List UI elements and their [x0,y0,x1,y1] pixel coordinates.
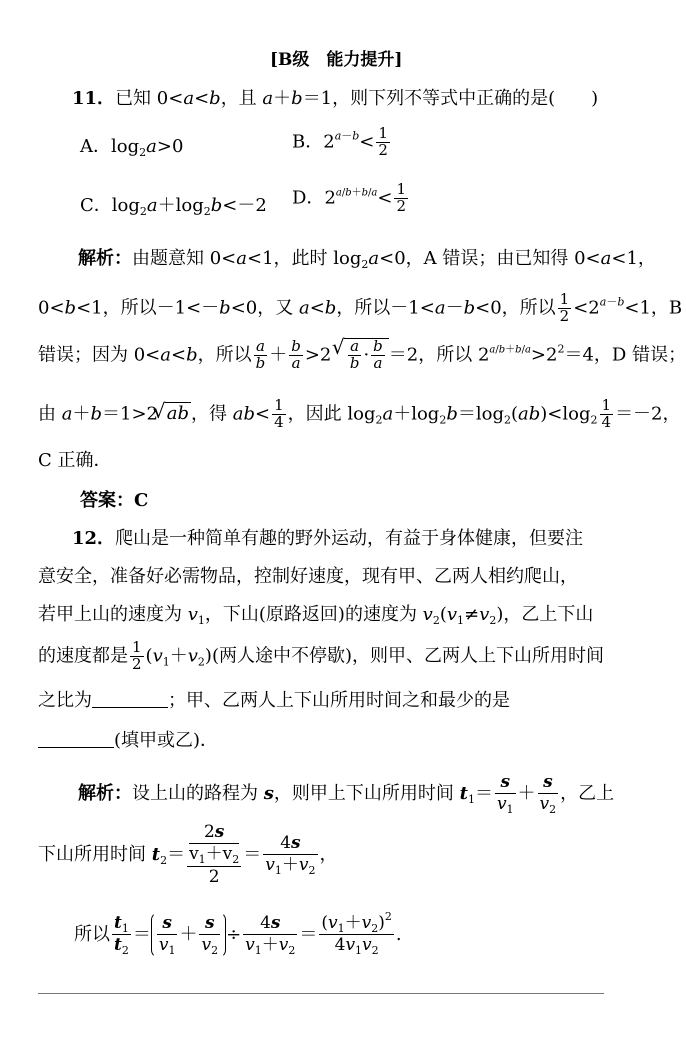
q11-option-c: C．$\log_2a+\log_2b<-2$ [80,195,267,218]
q12-line-4: 的速度都是 $\frac{1}{2}$ $(v_1+v_2)$(两人途中不停歇)，则甲、乙两人上下山所用时间 [38,638,604,673]
q11-analysis-3: 错误；因为 0<a<b，所以 $\frac{a}{b}$ ＋ $\frac{b}{a}$ >2 √ $\frac{a}{b}$ · $\frac{b}{a}$ ＝2，所以 $2^{a/b+b/a}>2^2=4$，D 错误； [38,338,686,372]
q11-stem-prefix: 已知 0< [115,88,184,109]
q12-line-2: 意安全，准备好必需物品，控制好速度，现有甲、乙两人相约爬山， [38,566,578,587]
q11-answer-label: 答案： [80,490,134,511]
q11-analysis-5: C 正确． [38,450,112,471]
q12-line-5-head: 之比为 [38,690,92,711]
bottom-divider [38,993,604,994]
q12-line-3: 若甲上山的速度为 $v_1$，下山(原路返回)的速度为 $v_2(v_1\ne v_2)$，乙上下山 [38,604,594,627]
q12-line-1-text: 爬山是一种简单有趣的野外运动，有益于身体健康，但要注 [115,528,584,549]
answer-blank-2[interactable] [38,731,114,748]
q12-line-4-head: 的速度都是 [38,645,128,667]
q11-option-d-label: D． [292,187,325,209]
q12-number: 12． [72,528,116,549]
q11-analysis-4: 由 a＋b＝1>2 √ ab ，得 ab< $\frac{1}{4}$ ，因此 $\log_2a+\log_2b=\log_2(ab)<\log_2$ $\frac{1}{4}$ ＝－2， [38,398,681,431]
answer-blank-1[interactable] [92,691,168,708]
q12-analysis-2: 下山所用时间 $t_2=$ 2s $v_1+v_2$ 2 ＝ $\frac{4s}{v_1+v_2}$ ， [38,822,338,887]
q11-analysis-2: 0<b<1，所以－1<－b<0，又 a<b，所以－1<a－b<0，所以 $\frac{1}{2}$ $<2^{a-b}<1$，B [38,290,683,325]
q11-stem-rest: ，且 [220,88,257,109]
q11-number: 11． [72,88,116,109]
q12-analysis-label: 解析： [78,782,132,804]
q11-stem: 11．已知 0<a<b，且 a＋b＝1，则下列不等式中正确的是( ) [72,88,599,109]
q11-option-b-label: B． [292,131,324,153]
q12-analysis-1: 解析：设上山的路程为 s，则甲上下山所用时间 $t_1=$ $\frac{s}{v_1}$ ＋ $\frac{s}{v_2}$ ，乙上 [78,772,615,817]
q11-option-d: D．$2^{a/b+b/a}<$ $\frac{1}{2}$ [292,180,407,215]
section-title: [B级 能力提升] [270,50,403,70]
q12-line-5-tail: ；甲、乙两人上下山所用时间之和最少的是 [168,690,510,711]
q11-analysis-label: 解析： [78,248,132,269]
q12-line-1 [72,528,583,550]
q11-option-b: B．$2^{a-b}<$ $\frac{1}{2}$ [292,124,388,159]
q11-analysis-1: 解析：由题意知 0<a<1，此时 $\log_2a<0$，A 错误；由已知得 0<a<1， [78,248,656,271]
q12-line-6 [38,730,218,752]
q11-answer [80,490,148,512]
q11-answer-value: C [134,490,149,511]
q12-line-5 [38,690,510,712]
q12-line-6-tail: (填甲或乙)． [114,730,219,751]
q11-option-a: A．$\log_2a>0$ [80,136,184,159]
q12-analysis-3: 所以 $\frac{t_1}{t_2}$ ＝ $\frac{s}{v_1}$ ＋ $\frac{s}{v_2}$ ÷ $\frac{4s}{v_1+v_2}$ ＝ $\frac{(v_1+v_2)^2}{4v_1v_2}$ . [74,910,402,958]
q11-stem-tail: ＝1，则下列不等式中正确的是( ) [302,88,599,109]
